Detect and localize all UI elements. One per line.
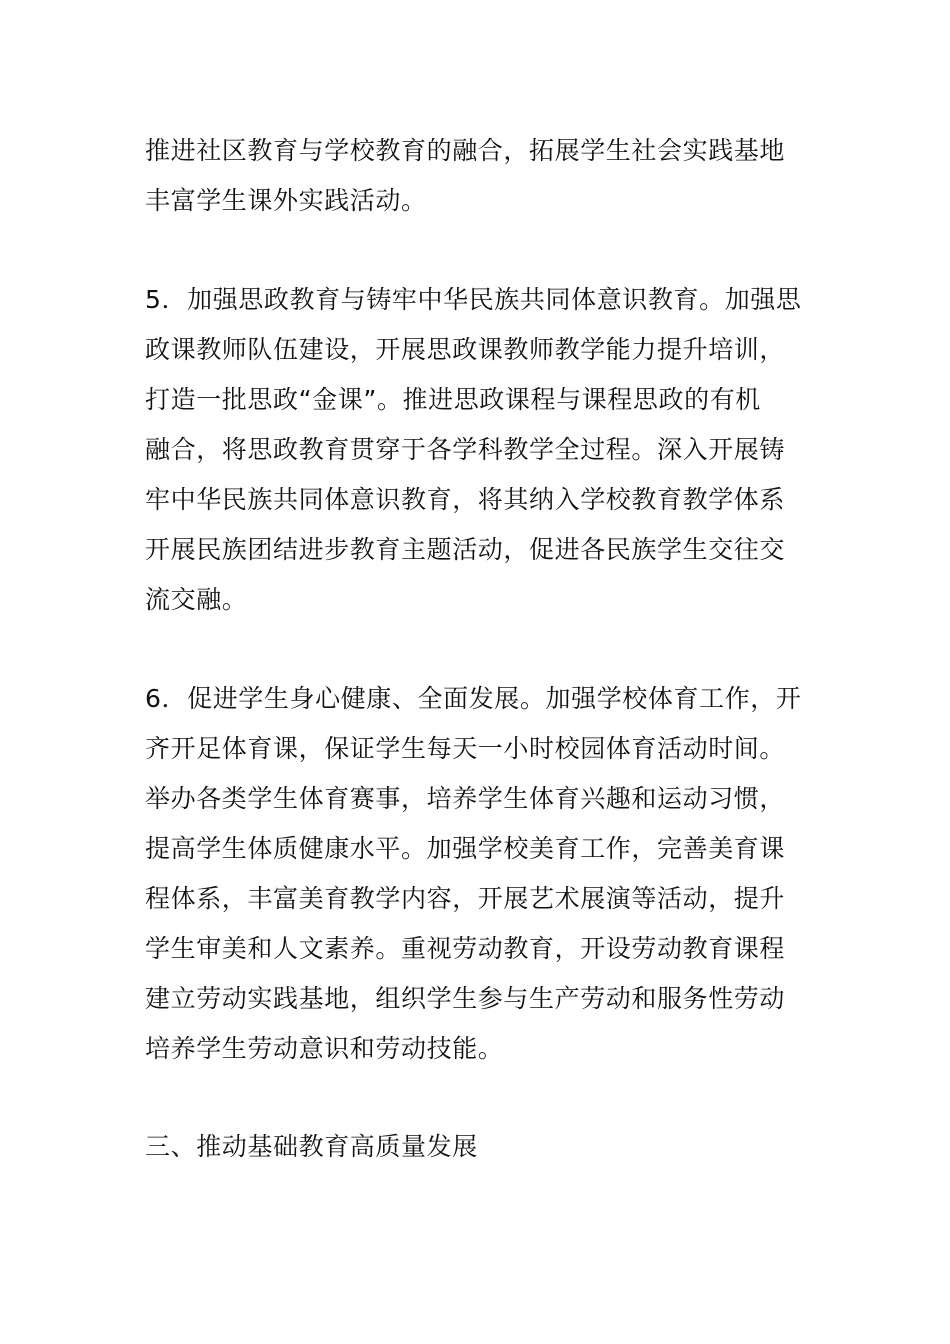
paragraph-2-line-5: 牢中华民族共同体意识教育，将其纳入学校教育教学体系: [145, 485, 786, 514]
paragraph-3-line-1: 6．促进学生身心健康、全面发展。加强学校体育工作，开: [145, 684, 802, 713]
paragraph-3-line-7: 建立劳动实践基地，组织学生参与生产劳动和服务性劳动: [145, 984, 786, 1013]
paragraph-2-line-7: 流交融。: [145, 585, 248, 614]
paragraph-3-line-3: 举办各类学生体育赛事，培养学生体育兴趣和运动习惯，: [145, 784, 786, 813]
paragraph-3-line-8: 培养学生劳动意识和劳动技能。: [145, 1034, 504, 1063]
paragraph-2-line-2: 政课教师队伍建设，开展思政课教师教学能力提升培训，: [145, 335, 786, 364]
paragraph-2-line-3: 打造一批思政“金课”。推进思政课程与课程思政的有机: [145, 385, 761, 414]
paragraph-2-line-6: 开展民族团结进步教育主题活动，促进各民族学生交往交: [145, 535, 786, 564]
paragraph-2-line-1: 5．加强思政教育与铸牢中华民族共同体意识教育。加强思: [145, 285, 802, 314]
paragraph-2-line-4: 融合，将思政教育贯穿于各学科教学全过程。深入开展铸: [145, 435, 786, 464]
section-heading: 三、推动基础教育高质量发展: [145, 1132, 478, 1161]
paragraph-3-line-6: 学生审美和人文素养。重视劳动教育，开设劳动教育课程: [145, 934, 786, 963]
paragraph-1-line-2: 丰富学生课外实践活动。: [145, 186, 427, 215]
paragraph-3-line-5: 程体系，丰富美育教学内容，开展艺术展演等活动，提升: [145, 884, 786, 913]
paragraph-3-line-4: 提高学生体质健康水平。加强学校美育工作，完善美育课: [145, 834, 786, 863]
paragraph-1-line-1: 推进社区教育与学校教育的融合，拓展学生社会实践基地: [145, 136, 786, 165]
paragraph-3-line-2: 齐开足体育课，保证学生每天一小时校园体育活动时间。: [145, 734, 786, 763]
